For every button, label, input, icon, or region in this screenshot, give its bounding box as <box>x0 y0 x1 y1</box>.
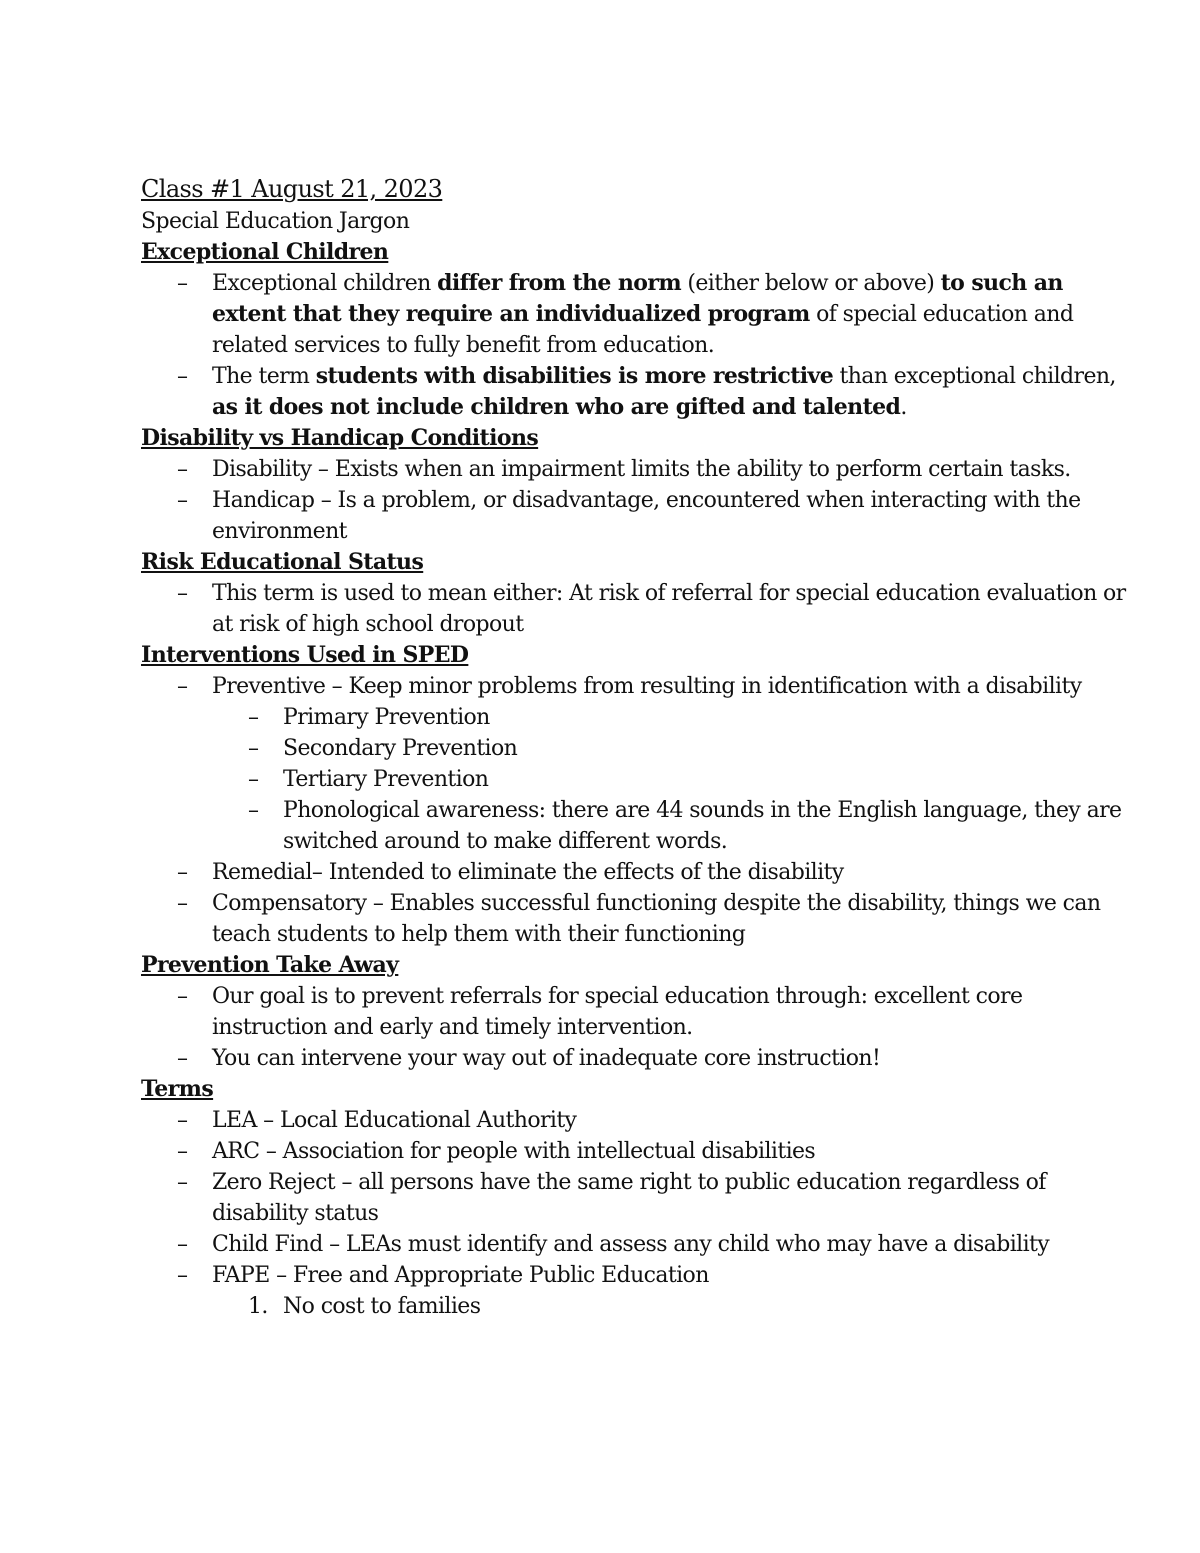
section-heading: Prevention Take Away <box>141 952 399 978</box>
bullet-dash: – <box>177 1170 188 1195</box>
sub-bullet-list <box>212 702 1141 857</box>
bullet-dash: – <box>177 1263 188 1288</box>
bullet-list <box>141 578 1141 640</box>
sub-list-item <box>212 702 1141 733</box>
bullet-dash: – <box>177 271 188 296</box>
list-item <box>141 268 1141 361</box>
list-item-text <box>212 488 1081 544</box>
list-item <box>141 671 1141 857</box>
bullet-dash: – <box>177 364 188 389</box>
sub-list-item-text: Tertiary Prevention <box>283 767 489 792</box>
bullet-dash: – <box>248 736 259 761</box>
sub-list-item-text: Phonological awareness: there are 44 sounds in the English language, they are switched around to make different words. <box>283 798 1122 854</box>
sub-list-item <box>212 764 1141 795</box>
list-item-text <box>212 271 1073 358</box>
list-item <box>141 361 1141 423</box>
list-item-text <box>212 1170 1046 1226</box>
text-run: Remedial– Intended to eliminate the effects of the disability <box>212 860 844 885</box>
text-run: This term is used to mean either: At risk of referral for special education evaluation or at risk of high school dropout <box>212 581 1126 637</box>
bold-text: as it does not include children who are gifted and talented <box>212 394 901 420</box>
document-title: Class #1 August 21, 2023 <box>141 175 443 203</box>
numbered-list-item <box>212 1291 1141 1322</box>
bullet-dash: – <box>177 457 188 482</box>
section-heading: Terms <box>141 1076 214 1102</box>
document-subtitle: Special Education Jargon <box>141 209 410 234</box>
list-number: 1. <box>248 1294 268 1319</box>
list-item-text <box>212 1046 880 1071</box>
list-item <box>141 578 1141 640</box>
list-item-text <box>212 984 1022 1040</box>
section-heading: Risk Educational Status <box>141 549 424 575</box>
text-run: Zero Reject – all persons have the same right to public education regardless of disability status <box>212 1170 1046 1226</box>
list-item <box>141 454 1141 485</box>
text-run: of special education and related services to fully benefit from education. <box>212 302 1074 358</box>
list-item-text <box>212 860 844 885</box>
document-body <box>141 173 1141 1322</box>
section-heading: Disability vs Handicap Conditions <box>141 425 539 451</box>
text-run: The term <box>212 364 316 389</box>
text-run: You can intervene your way out of inadequate core instruction! <box>212 1046 881 1071</box>
bold-text: differ from the norm <box>437 270 682 296</box>
bullet-dash: – <box>177 581 188 606</box>
text-run: ARC – Association for people with intellectual disabilities <box>212 1139 816 1164</box>
list-item-text <box>212 891 1101 947</box>
bullet-list <box>141 268 1141 423</box>
sub-list-item-text: Secondary Prevention <box>283 736 518 761</box>
bullet-dash: – <box>177 488 188 513</box>
text-run: Disability – Exists when an impairment limits the ability to perform certain tasks. <box>212 457 1071 482</box>
list-item <box>141 981 1141 1043</box>
text-run: Preventive – Keep minor problems from resulting in identification with a disability <box>212 674 1082 699</box>
text-run: (either below or above) <box>681 271 941 296</box>
bullet-list <box>141 981 1141 1074</box>
list-item-text <box>212 674 1082 699</box>
text-run: Exceptional children <box>212 271 438 296</box>
bullet-dash: – <box>248 705 259 730</box>
text-run: FAPE – Free and Appropriate Public Education <box>212 1263 709 1288</box>
list-item-text <box>212 1108 576 1133</box>
text-run: Compensatory – Enables successful functioning despite the disability, things we can teach students to help them with their functioning <box>212 891 1101 947</box>
text-run: Child Find – LEAs must identify and assess any child who may have a disability <box>212 1232 1050 1257</box>
bullet-dash: – <box>177 891 188 916</box>
bullet-dash: – <box>177 1232 188 1257</box>
text-run: . <box>900 395 907 420</box>
list-item <box>141 1043 1141 1074</box>
bullet-list <box>141 1105 1141 1322</box>
list-item-text <box>212 581 1126 637</box>
list-item <box>141 1136 1141 1167</box>
list-item-text <box>212 457 1071 482</box>
list-item-text <box>212 1263 709 1288</box>
list-item <box>141 1229 1141 1260</box>
section-heading: Interventions Used in SPED <box>141 642 469 668</box>
bullet-list <box>141 671 1141 950</box>
list-item <box>141 888 1141 950</box>
sub-list-item <box>212 795 1141 857</box>
bullet-dash: – <box>177 674 188 699</box>
list-item <box>141 857 1141 888</box>
list-item <box>141 1167 1141 1229</box>
bullet-dash: – <box>177 860 188 885</box>
list-item <box>141 1105 1141 1136</box>
bold-text: to such an extent that they require an individualized program <box>212 270 1063 327</box>
bold-text: students with disabilities is more restrictive <box>315 363 834 389</box>
sub-list-item-text: Primary Prevention <box>283 705 490 730</box>
list-item-text <box>212 364 1116 420</box>
bullet-dash: – <box>177 1046 188 1071</box>
list-item <box>141 1260 1141 1322</box>
bullet-dash: – <box>177 1139 188 1164</box>
bullet-dash: – <box>177 1108 188 1133</box>
section-heading: Exceptional Children <box>141 239 389 265</box>
text-run: Handicap – Is a problem, or disadvantage, encountered when interacting with the environment <box>212 488 1081 544</box>
list-item <box>141 485 1141 547</box>
bullet-dash: – <box>248 798 259 823</box>
bullet-dash: – <box>177 984 188 1009</box>
bullet-list <box>141 454 1141 547</box>
sections-container <box>141 237 1141 1322</box>
numbered-item-text: No cost to families <box>283 1294 481 1319</box>
text-run: than exceptional children, <box>833 364 1116 389</box>
list-item-text <box>212 1139 815 1164</box>
bullet-dash: – <box>248 767 259 792</box>
text-run: LEA – Local Educational Authority <box>212 1108 577 1133</box>
text-run: Our goal is to prevent referrals for special education through: excellent core instruction and early and timely intervention. <box>212 984 1023 1040</box>
list-item-text <box>212 1232 1049 1257</box>
numbered-list <box>212 1291 1141 1322</box>
sub-list-item <box>212 733 1141 764</box>
